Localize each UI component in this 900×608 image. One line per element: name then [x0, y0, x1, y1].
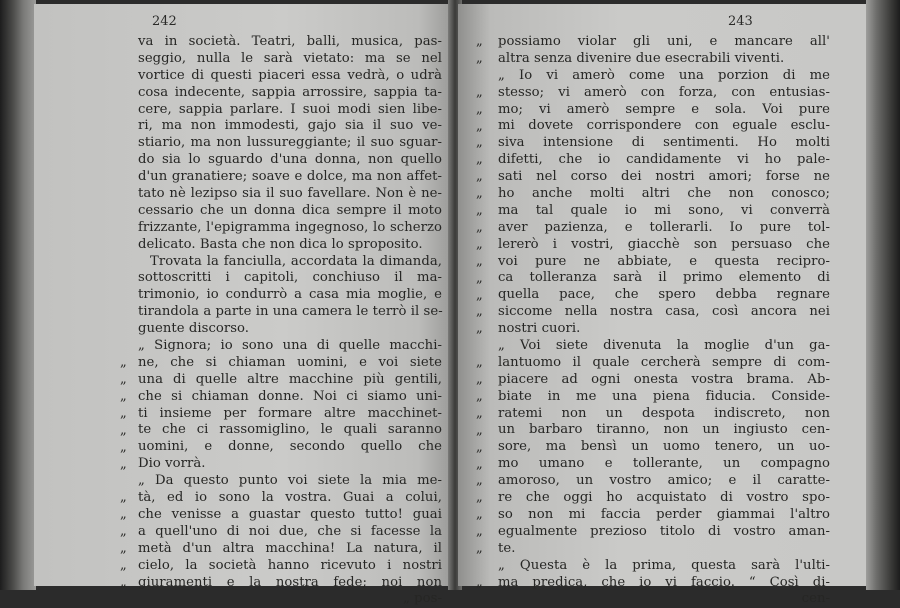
margin-quote-mark: „ [120, 456, 127, 472]
text-line: Dio vorrà. [138, 456, 206, 472]
margin-quote-mark: „ [476, 439, 483, 455]
left-page-text [138, 34, 442, 608]
left-book-edge [0, 0, 36, 590]
margin-quote-mark: „ [120, 422, 127, 438]
text-line: frizzante, l'epigramma ingegnoso, lo scherzo [138, 219, 442, 235]
text-line: mo umano e tollerante, un compagno [498, 456, 830, 472]
text-line: aver pazienza, e tollerarli. Io pure tol- [498, 219, 830, 235]
margin-quote-mark: „ [476, 405, 483, 421]
margin-quote-mark: „ [476, 524, 483, 540]
text-line: „ Signora; io sono una di quelle macchi- [138, 338, 442, 354]
text-line: tato nè lezipso sia il suo favellare. Non è ne- [138, 186, 442, 202]
left-page [34, 4, 452, 607]
left-page-number: 242 [152, 14, 177, 29]
text-line: possiamo violar gli uni, e mancare all' [498, 34, 830, 49]
text-line: lantuomo il quale cercherà sempre di com- [498, 354, 830, 370]
text-line: seggio, nulla le sarà vietato: ma se nel [138, 50, 442, 66]
margin-quote-mark: „ [476, 50, 483, 66]
text-line: „ Questa è la prima, questa sarà l'ulti- [498, 557, 830, 573]
text-line: una di quelle altre macchine più gentili, [138, 371, 442, 387]
text-line: ri, ma non immodesti, gajo sia il suo ve- [138, 118, 442, 134]
text-line: ma tal quale io mi sono, vi converrà [498, 202, 830, 218]
text-line: siccome nella nostra casa, così ancora nei [498, 304, 830, 320]
text-line: ca tolleranza sarà il primo elemento di [498, 270, 830, 286]
right-book-edge [866, 0, 900, 590]
margin-quote-mark: „ [476, 574, 483, 590]
margin-quote-mark: „ [476, 34, 483, 49]
margin-quote-mark: „ [120, 507, 127, 523]
text-line: lererò i vostri, giacchè son persuaso che [498, 236, 830, 252]
text-line: „ Da questo punto voi siete la mia me- [138, 473, 442, 489]
text-line: mi dovete corrispondere con eguale esclu- [498, 118, 830, 134]
margin-quote-mark: „ [476, 304, 483, 320]
margin-quote-mark: „ [120, 574, 127, 590]
text-line: ti insieme per formare altre macchinet- [138, 405, 442, 421]
text-line: metà d'un altra macchina! La natura, il [138, 540, 442, 556]
text-line: uomini, e donne, secondo quello che [138, 439, 442, 455]
margin-quote-mark: „ [476, 473, 483, 489]
text-line: cessario che un donna dica sempre il moto [138, 202, 442, 218]
text-line: sati nel corso dei nostri amori; forse ne [498, 169, 830, 185]
margin-quote-mark: „ [120, 372, 127, 387]
text-line: nostri cuori. [498, 321, 581, 337]
text-line: d'un granatiere; soave e dolce, ma non affet- [138, 169, 442, 185]
text-line: stiario, ma non lussureggiante; il suo sguar- [138, 135, 442, 151]
margin-quote-mark: „ [120, 541, 127, 556]
text-line: ne, che si chiaman uomini, e voi siete [138, 354, 442, 370]
margin-quote-mark: „ [120, 524, 127, 540]
text-line: un barbaro tiranno, non un ingiusto cen- [498, 422, 830, 438]
text-line: va in società. Teatri, balli, musica, pas- [138, 34, 442, 49]
margin-quote-mark: „ [120, 355, 127, 371]
text-line: Trovata la fanciulla, accordata la dimanda, [150, 253, 442, 269]
text-line: „ Io vi amerò come una porzion di me [498, 67, 830, 83]
margin-quote-mark: „ [476, 490, 483, 506]
right-page-number: 243 [728, 14, 753, 29]
margin-quote-mark: „ [476, 101, 483, 117]
margin-quote-mark: „ [476, 236, 483, 252]
margin-quote-mark: „ [476, 541, 483, 556]
margin-quote-mark: „ [476, 169, 483, 185]
text-line: altra senza divenire due esecrabili viventi. [498, 50, 785, 66]
text-line: difetti, che io candidamente vi ho pale- [498, 152, 830, 168]
margin-quote-mark: „ [476, 372, 483, 387]
margin-quote-mark: „ [120, 490, 127, 506]
text-line: cosa indecente, sappia arrossire, sappia ta- [138, 84, 442, 100]
text-line: cielo, la società hanno ricevuto i nostri [138, 557, 442, 573]
margin-quote-mark: „ [120, 388, 127, 404]
text-line: trimonio, io condurrò a casa mia moglie, e [138, 287, 442, 303]
text-line: sore, ma bensì un uomo tenero, un uo- [498, 439, 830, 455]
margin-quote-mark: „ [476, 321, 483, 337]
margin-quote-mark: „ [476, 152, 483, 168]
margin-quote-mark: „ [476, 84, 483, 100]
text-line: stesso; vi amerò con forza, con entusias- [498, 84, 830, 100]
margin-quote-mark: „ [120, 405, 127, 421]
text-line: guente discorso. [138, 321, 250, 337]
margin-quote-mark: „ [476, 355, 483, 371]
text-line: ma predica, che io vi faccio. “ Così di- [498, 574, 830, 590]
text-line: cen- [801, 591, 830, 607]
text-line: che venisse a guastar questo tutto! guai [138, 506, 442, 522]
text-line: delicato. Basta che non dica lo sproposito. [138, 236, 423, 252]
margin-quote-mark: „ [476, 135, 483, 151]
text-line: ratemi non un despota indiscreto, non [498, 405, 830, 421]
text-line: a quell'uno di noi due, che si facesse la [138, 523, 442, 539]
margin-quote-mark: „ [476, 388, 483, 404]
text-line: giuramenti e la nostra fede; noi non [138, 574, 442, 590]
text-line: te. [498, 540, 516, 556]
margin-quote-mark: „ [476, 287, 483, 303]
text-line: ho anche molti altri che non conosco; [498, 186, 830, 202]
margin-quote-mark: „ [120, 439, 127, 455]
right-page [458, 4, 866, 607]
margin-quote-mark: „ [476, 186, 483, 202]
text-line: „ Voi siete divenuta la moglie d'un ga- [498, 338, 830, 354]
text-line: amoroso, un vostro amico; e il caratte- [498, 473, 830, 489]
text-line: mo; vi amerò sempre e sola. Voi pure [498, 101, 830, 117]
text-line: „ pos- [403, 591, 442, 607]
text-line: piacere ad ogni onesta vostra brama. Ab- [498, 371, 830, 387]
text-line: siva intensione di sentimenti. Ho molti [498, 135, 830, 151]
text-line: so non mi faccia perder giammai l'altro [498, 506, 830, 522]
text-line: egualmente prezioso titolo di vostro aman- [498, 523, 830, 539]
text-line: voi pure ne abbiate, e questa recipro- [498, 253, 830, 269]
text-line: biate in me una piena fiducia. Conside- [498, 388, 830, 404]
margin-quote-mark: „ [476, 422, 483, 438]
margin-quote-mark: „ [476, 456, 483, 472]
text-line: vortice di questi piaceri essa vedrà, o udrà [138, 67, 442, 83]
text-line: tirandola a parte in una camera le terrò il se- [138, 304, 443, 320]
margin-quote-mark: „ [476, 219, 483, 235]
text-line: che si chiaman donne. Noi ci siamo uni- [138, 388, 442, 404]
text-line: sottoscritti i capitoli, conchiuso il ma- [138, 270, 442, 286]
margin-quote-mark: „ [476, 118, 483, 134]
margin-quote-mark: „ [120, 557, 127, 573]
text-line: tà, ed io sono la vostra. Guai a colui, [138, 490, 442, 506]
right-page-text [498, 34, 830, 608]
margin-quote-mark: „ [476, 507, 483, 523]
margin-quote-mark: „ [476, 253, 483, 269]
margin-quote-mark: „ [476, 203, 483, 218]
margin-quote-mark: „ [476, 270, 483, 286]
text-line: cere, sappia parlare. I suoi modi sien libe- [138, 101, 442, 117]
text-line: re che oggi ho acquistato di vostro spo- [498, 490, 830, 506]
text-line: te che ci rassomiglino, le quali saranno [138, 422, 442, 438]
text-line: do sia lo sguardo d'una donna, non quello [138, 152, 442, 168]
text-line: quella pace, che spero debba regnare [498, 287, 830, 303]
